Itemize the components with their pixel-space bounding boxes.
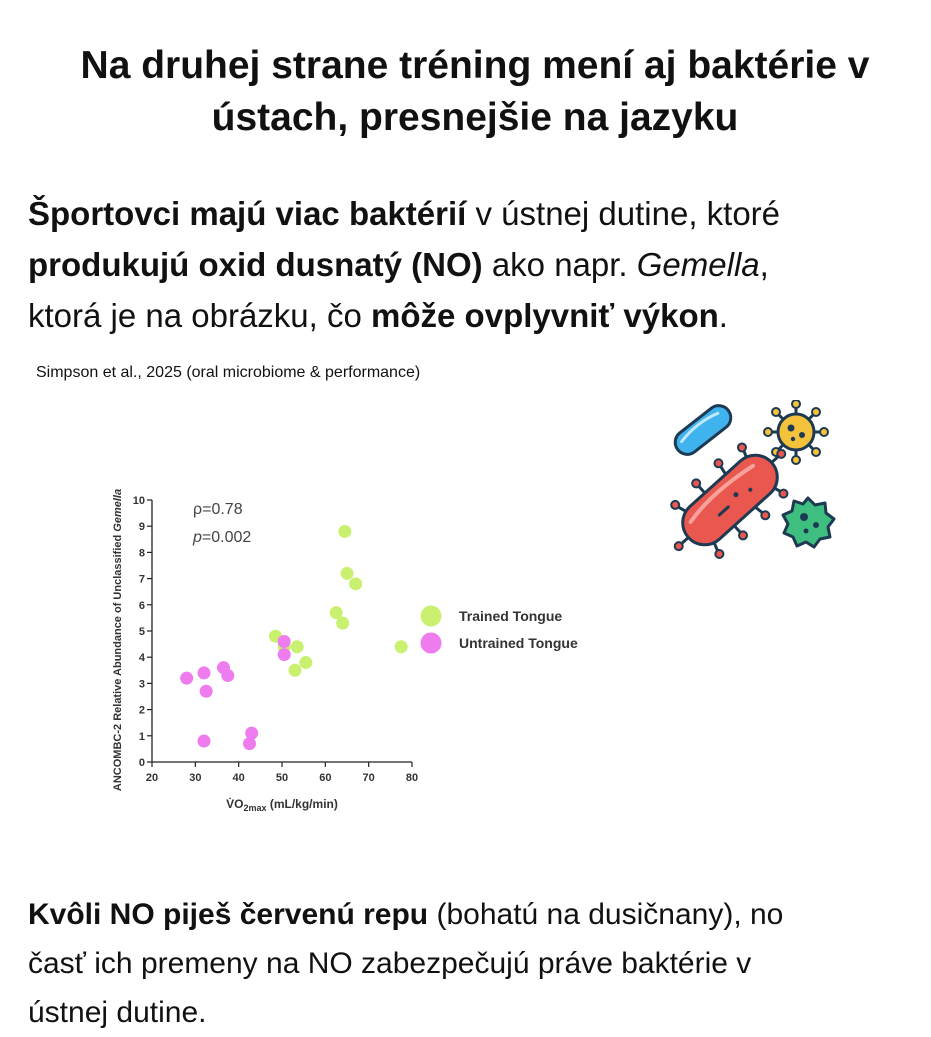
y-axis-label	[112, 489, 124, 791]
y-tick-label: 2	[138, 704, 145, 717]
title-line-2: ústach, presnejšie na jazyku	[211, 96, 739, 139]
legend-label: Trained Tongue	[459, 608, 563, 624]
citation: Simpson et al., 2025 (oral microbiome & performance)	[36, 364, 421, 381]
data-point	[278, 635, 291, 648]
data-point	[299, 656, 312, 669]
y-axis-label-group	[112, 489, 124, 791]
outro-paragraph	[28, 890, 908, 1037]
y-axis-label-main: ANCOMBC-2 Relative Abundance of Unclassified	[112, 531, 124, 792]
x-tick-label: 80	[405, 772, 419, 784]
x-tick-label: 60	[319, 772, 332, 784]
x-tick-label: 50	[275, 772, 289, 784]
data-point	[198, 666, 211, 679]
blue-bacillus-icon	[670, 401, 735, 459]
legend-label: Untrained Tongue	[459, 635, 578, 651]
data-point	[289, 664, 302, 677]
data-point	[200, 685, 213, 698]
intro-text-4: ktorá je na obrázku, čo	[28, 297, 372, 334]
intro-text-1: v ústnej dutine, ktoré	[466, 195, 781, 232]
scatter-chart	[95, 420, 615, 840]
slide-title	[40, 40, 910, 144]
y-tick-label: 5	[138, 626, 145, 638]
x-axis-label	[226, 796, 338, 813]
data-point	[349, 577, 362, 590]
outro-text-2: časť ich premeny na NO zabezpečujú práve baktérie v	[28, 947, 752, 980]
yellow-virus-icon	[764, 400, 828, 464]
bacteria-illustration	[668, 400, 843, 560]
y-tick-label: 0	[138, 757, 145, 769]
x-axis-label-unit: (mL/kg/min)	[266, 797, 338, 811]
data-point	[341, 567, 354, 580]
title-line-1: Na druhej strane tréning mení aj baktérie v	[80, 44, 870, 87]
y-axis-label-italic: Gemella	[112, 488, 124, 532]
y-tick-label: 3	[138, 678, 145, 691]
intro-bold-1: Športovci majú viac baktérií	[28, 195, 467, 232]
legend-marker	[421, 606, 442, 627]
intro-bold-2: produkujú oxid dusnatý (NO)	[28, 246, 483, 283]
outro-text-3: ústnej dutine.	[28, 996, 207, 1029]
data-point	[336, 617, 349, 630]
y-tick-label: 10	[132, 495, 145, 507]
data-point	[221, 669, 234, 682]
data-point	[198, 735, 211, 748]
data-point	[180, 672, 193, 685]
data-point	[291, 640, 304, 653]
chart-legend	[421, 606, 578, 654]
intro-italic-genus: Gemella	[636, 246, 760, 283]
y-tick-label: 1	[138, 730, 145, 743]
outro-bold-1: Kvôli NO piješ červenú repu	[28, 898, 429, 931]
y-tick-label: 8	[138, 547, 145, 560]
outro-text-1: (bohatú na dusičnany), no	[428, 898, 784, 931]
x-axis-label-sub: 2max	[243, 803, 267, 813]
green-germ-icon	[783, 498, 834, 547]
intro-text-2: ako napr.	[482, 246, 637, 283]
annotation-p-rest: =0.002	[201, 529, 252, 546]
x-tick-label: 70	[362, 772, 375, 784]
annotation-p	[192, 529, 251, 546]
annotation-p-italic: p	[193, 529, 202, 546]
y-tick-label: 6	[138, 599, 145, 612]
x-tick-label: 30	[189, 772, 202, 784]
intro-text-3: ,	[759, 246, 769, 283]
intro-text-5: .	[718, 297, 728, 334]
y-tick-label: 9	[138, 521, 145, 534]
legend-marker	[421, 633, 442, 654]
data-point	[278, 648, 291, 661]
data-point	[245, 727, 258, 740]
y-tick-label: 7	[138, 573, 145, 586]
annotation-rho: ρ=0.78	[193, 501, 243, 518]
x-axis-label-main: V̇O	[226, 797, 244, 811]
intro-bold-3: môže ovplyvniť výkon	[371, 297, 719, 334]
intro-paragraph	[28, 188, 908, 341]
x-tick-label: 20	[145, 772, 159, 784]
data-point	[395, 640, 408, 653]
chart-points	[180, 525, 408, 750]
y-tick-label: 4	[138, 652, 145, 665]
data-point	[338, 525, 351, 538]
x-tick-label: 40	[232, 772, 245, 784]
